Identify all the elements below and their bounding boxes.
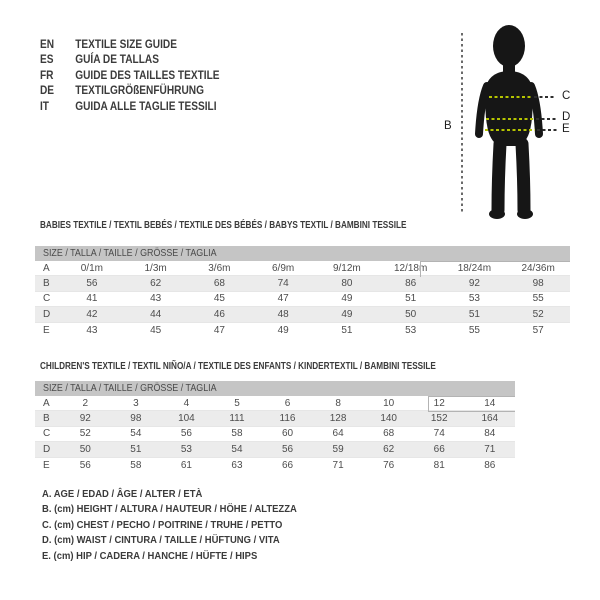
chest-measure-connector (534, 96, 556, 98)
table-cell: 10 (383, 397, 395, 409)
table-cell: 51 (468, 308, 480, 320)
table-cell: 45 (213, 293, 225, 305)
table-cell: 6 (284, 397, 291, 409)
table-cell: 66 (281, 459, 294, 471)
table-cell: 66 (433, 443, 445, 455)
table-cell: 52 (79, 428, 91, 440)
table-cell: 84 (484, 428, 496, 440)
hip-measure-line (485, 129, 535, 131)
language-code: ES (40, 54, 54, 67)
table-cell: 58 (130, 459, 142, 471)
row-label: A (43, 262, 50, 274)
table-cell: 71 (484, 443, 496, 455)
table-row (35, 323, 570, 338)
table-cell: 80 (341, 278, 353, 290)
table-cell: 54 (231, 443, 243, 455)
table-cell: 45 (150, 324, 162, 336)
table-cell: 53 (180, 443, 192, 455)
table-cell: 50 (405, 308, 417, 320)
table-cell: 44 (150, 308, 162, 320)
table-cell: 104 (178, 413, 195, 425)
children-table-title: CHILDREN'S TEXTILE / TEXTIL NIÑO/A / TEXTILE DES ENFANTS / KINDERTEXTIL / BAMBINI TESSILE (40, 360, 436, 372)
table-cell: 12/18m (393, 262, 428, 274)
table-cell: 164 (481, 413, 499, 425)
table-cell: 86 (405, 278, 417, 290)
table-row (35, 458, 515, 473)
babies-table-title: BABIES TEXTILE / TEXTIL BEBÉS / TEXTILE DES BÉBÉS / BABYS TEXTIL / BAMBINI TESSILE (40, 219, 407, 231)
table-cell: 51 (130, 443, 142, 455)
children-table-body (35, 396, 515, 473)
table-cell: 56 (281, 443, 294, 455)
height-measure-label: B (444, 120, 452, 132)
legend-line-chest: C. (cm) CHEST / PECHO / POITRINE / TRUHE / PETTO (42, 518, 283, 531)
table-cell: 62 (383, 443, 395, 455)
language-list (40, 38, 220, 115)
table-cell: 57 (532, 324, 544, 336)
hip-measure-connector (537, 129, 559, 131)
table-cell: 68 (383, 428, 395, 440)
table-cell: 116 (279, 413, 296, 425)
language-title: GUIDE DES TAILLES TEXTILE (75, 69, 220, 82)
waist-measure-line (486, 118, 534, 120)
table-cell: 59 (332, 443, 344, 455)
table-cell: 2 (82, 397, 89, 409)
language-title: TEXTILGRÖßENFÜHRUNG (75, 85, 204, 98)
hip-measure-label: E (562, 123, 570, 135)
table-cell: 98 (130, 413, 142, 425)
table-cell: 0/1m (80, 262, 103, 274)
legend-line-hip: E. (cm) HIP / CADERA / HANCHE / HÜFTE / HIPS (42, 549, 258, 562)
table-cell: 111 (229, 413, 245, 425)
language-code: DE (40, 85, 55, 98)
language-row (40, 69, 220, 84)
table-cell: 56 (79, 459, 91, 471)
table-cell: 43 (86, 324, 98, 336)
language-row (40, 84, 220, 99)
language-title: GUIDA ALLE TAGLIE TESSILI (75, 100, 217, 113)
table-cell: 64 (332, 428, 344, 440)
row-label: D (43, 443, 51, 455)
row-label: A (43, 397, 50, 409)
language-row (40, 53, 220, 68)
language-title: TEXTILE SIZE GUIDE (75, 39, 177, 51)
children-table-header: SIZE / TALLA / TAILLE / GRÖSSE / TAGLIA (35, 381, 515, 396)
table-cell: 74 (433, 428, 445, 440)
table-cell: 43 (150, 293, 162, 305)
table-cell: 76 (383, 459, 395, 471)
legend-line-waist: D. (cm) WAIST / CINTURA / TAILLE / HÜFTUNG / VITA (42, 534, 280, 547)
table-cell: 55 (468, 324, 480, 336)
table-row (35, 442, 515, 457)
language-code: IT (40, 100, 50, 113)
table-cell: 60 (281, 428, 294, 440)
row-label: E (43, 459, 50, 471)
row-label: B (43, 413, 50, 425)
table-cell: 58 (231, 428, 243, 440)
table-cell: 74 (277, 278, 289, 290)
waist-measure-label: D (562, 111, 571, 123)
table-cell: 68 (213, 278, 225, 290)
table-row (35, 261, 570, 276)
row-label: C (43, 428, 51, 440)
row-label: C (43, 293, 51, 305)
table-cell: 8 (335, 397, 341, 409)
table-cell: 54 (130, 428, 142, 440)
table-cell: 14 (484, 397, 496, 409)
table-cell: 61 (180, 459, 192, 471)
table-row (35, 307, 570, 322)
legend-line-age: A. AGE / EDAD / ÂGE / ALTER / ETÀ (42, 488, 203, 500)
table-cell: 42 (86, 308, 98, 320)
table-cell: 6/9m (272, 262, 295, 274)
table-cell: 56 (86, 278, 98, 290)
table-cell: 47 (213, 324, 225, 336)
table-cell: 1/3m (144, 262, 167, 274)
table-cell: 152 (430, 413, 448, 425)
row-label: E (43, 324, 50, 336)
table-cell: 12 (433, 397, 445, 409)
table-cell: 5 (234, 397, 240, 409)
babies-size-table (35, 246, 570, 338)
table-cell: 62 (150, 278, 162, 290)
table-cell: 53 (405, 324, 417, 336)
table-cell: 92 (79, 413, 91, 425)
language-code: EN (40, 39, 55, 51)
measurement-legend (42, 487, 297, 564)
child-silhouette-icon (468, 22, 564, 222)
table-cell: 9/12m (332, 262, 361, 274)
chest-measure-label: C (562, 90, 571, 102)
table-row (35, 292, 570, 307)
height-measure-line (461, 33, 463, 214)
table-row (35, 427, 515, 442)
table-cell: 3/6m (208, 262, 231, 274)
table-cell: 3 (133, 397, 139, 409)
table-cell: 24/36m (521, 262, 555, 274)
row-label: B (43, 278, 50, 290)
table-cell: 52 (532, 308, 544, 320)
table-cell: 49 (341, 293, 353, 305)
language-code: FR (40, 69, 54, 82)
table-cell: 46 (213, 308, 225, 320)
table-cell: 98 (532, 278, 544, 290)
table-cell: 51 (405, 293, 417, 305)
table-cell: 86 (484, 459, 496, 471)
table-cell: 51 (341, 324, 353, 336)
table-cell: 50 (79, 443, 91, 455)
table-cell: 48 (277, 308, 289, 320)
table-cell: 49 (277, 324, 289, 336)
chest-measure-line (489, 96, 531, 98)
children-size-table (35, 381, 515, 473)
table-cell: 49 (341, 308, 353, 320)
table-cell: 81 (433, 459, 445, 471)
table-cell: 71 (332, 459, 344, 471)
table-cell: 56 (180, 428, 192, 440)
language-row (40, 38, 220, 53)
table-cell: 53 (468, 293, 480, 305)
table-cell: 47 (277, 293, 289, 305)
table-cell: 4 (183, 397, 190, 409)
legend-line-height: B. (cm) HEIGHT / ALTURA / HAUTEUR / HÖHE / ALTEZZA (42, 503, 297, 516)
table-cell: 92 (468, 278, 480, 290)
waist-measure-connector (536, 118, 558, 120)
table-row (35, 276, 570, 291)
table-cell: 128 (329, 413, 347, 425)
row-label: D (43, 308, 51, 320)
table-row (35, 411, 515, 426)
table-cell: 140 (380, 413, 397, 425)
babies-table-body (35, 261, 570, 338)
table-cell: 41 (86, 293, 98, 305)
language-row (40, 100, 220, 115)
table-cell: 55 (532, 293, 544, 305)
table-cell: 63 (231, 459, 243, 471)
table-row (35, 396, 515, 411)
language-title: GUÍA DE TALLAS (75, 54, 159, 67)
babies-table-header: SIZE / TALLA / TAILLE / GRÖSSE / TAGLIA (35, 246, 570, 261)
table-cell: 18/24m (457, 262, 492, 274)
